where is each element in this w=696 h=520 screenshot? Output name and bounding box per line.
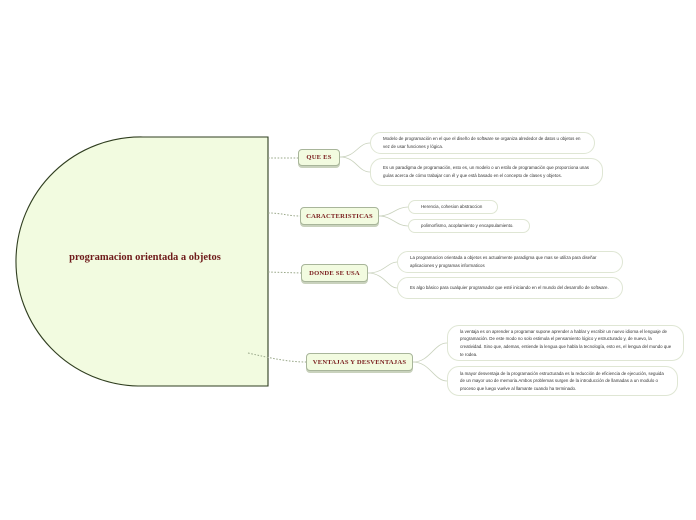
connector-caracteristicas <box>268 213 300 216</box>
branch-caracteristicas-label: CARACTERISTICAS <box>306 212 373 220</box>
connector-donde-se-usa <box>268 272 301 273</box>
branch-ventajas-label: VENTAJAS Y DESVENTAJAS <box>312 358 407 366</box>
connector-leaf-car-1 <box>379 207 408 216</box>
leaf-donde-se-usa-paradigma[interactable] <box>397 251 623 273</box>
leaf-text: polimorfismo, acoplamiento y encapsulamiento. <box>421 223 514 229</box>
branch-caracteristicas[interactable] <box>300 207 379 225</box>
connector-leaf-car-2 <box>379 216 408 226</box>
branch-que-es-label: QUE ES <box>306 154 332 161</box>
leaf-text: Es un paradigma de programación, esto es, un modelo o un estilo de programación que proporciona unas guías acerca de cómo trabajar con él y que está basado en el concepto de clases y objetos. <box>383 165 589 178</box>
connector-leaf-que-es-1 <box>340 143 370 157</box>
leaf-text: la mayor desventaja de la programación estructurada es la reducción de eficiencia de ejecución, seguida de un mayor uso de memoria.Ambos problemas surgen de la introducción de llamadas a un modulo o proceso que luego vuelve al llamante cuando ha terminado. <box>460 370 664 391</box>
leaf-desventaja[interactable] <box>447 366 678 396</box>
branch-donde-se-usa-label: DONDE SE USA <box>309 269 360 277</box>
leaf-text: Herencia, cohesion abstraccion <box>421 204 483 210</box>
leaf-text: Es algo básico para cualquier programador que esté iniciando en el mundo del desarrollo de software. <box>410 285 609 291</box>
connector-leaf-vent-1 <box>413 343 447 362</box>
connector-leaf-vent-2 <box>413 362 447 381</box>
branch-donde-se-usa[interactable] <box>301 264 368 282</box>
leaf-ventaja[interactable] <box>447 325 684 361</box>
connector-leaf-que-es-2 <box>340 157 370 172</box>
leaf-caracteristicas-herencia[interactable] <box>408 200 498 214</box>
root-node-title[interactable]: programacion orientada a objetos <box>69 252 221 263</box>
leaf-que-es-paradigm[interactable] <box>370 158 603 186</box>
leaf-text: Modelo de programación en el que el diseño de software se organiza alrededor de datos u objetos en vez de usar funciones y lógica. <box>383 136 581 149</box>
branch-que-es[interactable] <box>298 149 340 166</box>
leaf-text: la ventaja es on aprender a programar supone aprender a hablar y escribir un nuevo idioma el lenguaje de programación. De este modo no solo estimula el pensamiento lógico y estructurado y, de nuevo, la creatividad. Sino que, ademas, entiende la lengua que habla la tecnología, esto es, el lengua del mundo que te rodea. <box>460 328 672 357</box>
branch-ventajas-desventajas[interactable] <box>306 353 413 371</box>
leaf-caracteristicas-polimorfismo[interactable] <box>408 219 530 233</box>
connector-leaf-donde-1 <box>368 262 397 273</box>
leaf-donde-se-usa-basico[interactable] <box>397 277 623 299</box>
leaf-text: La programacion orientada a objetos es actualmente paradigma que mas se utiliza para diseñar aplicaciones y programas informaticos <box>410 255 597 268</box>
connector-leaf-donde-2 <box>368 273 397 288</box>
leaf-que-es-definition[interactable] <box>370 132 595 154</box>
